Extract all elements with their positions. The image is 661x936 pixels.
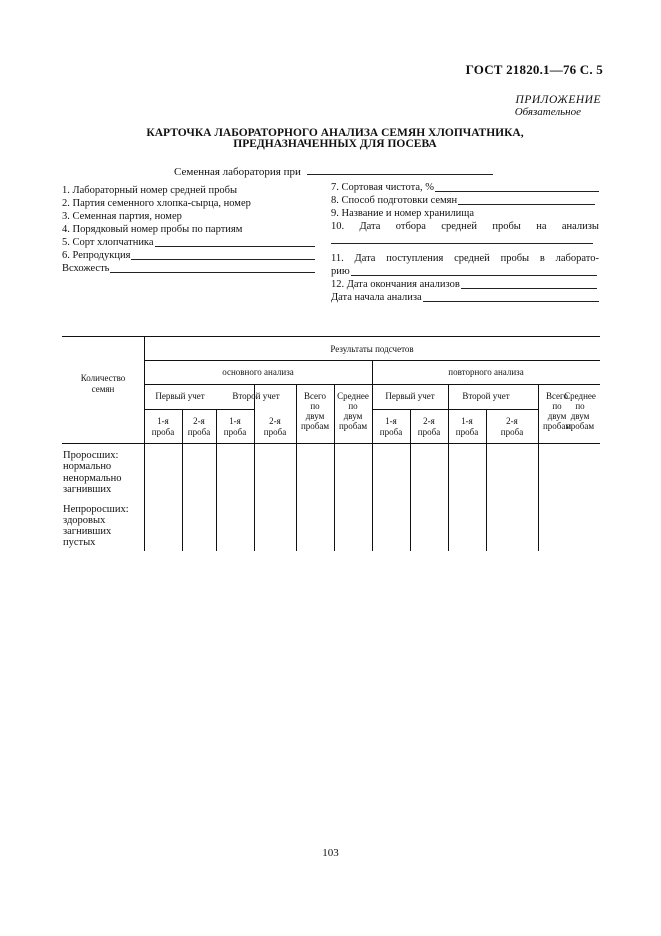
field-1: 1. Лабораторный номер средней пробы xyxy=(62,185,238,196)
field-10-blank xyxy=(331,233,593,246)
svg-text:проба: проба xyxy=(379,427,403,437)
row-abnormal: ненормально xyxy=(63,473,122,484)
table-header-text xyxy=(81,344,596,437)
svg-text:1-я: 1-я xyxy=(229,416,241,426)
svg-text:Среднее: Среднее xyxy=(564,391,596,401)
results-heading: Результаты подсчетов xyxy=(330,344,414,354)
field-germination: Всхожесть xyxy=(62,262,327,275)
document-reference: ГОСТ 21820.1—76 С. 5 xyxy=(465,62,603,77)
row-rotten-2: загнивших xyxy=(63,526,112,537)
repeat-first-count: Первый учет xyxy=(385,391,435,401)
row-sprouted: Проросших: xyxy=(63,450,119,461)
svg-text:пробам: пробам xyxy=(542,421,572,431)
card-title-line-2: ПРЕДНАЗНАЧЕННЫХ ДЛЯ ПОСЕВА xyxy=(233,138,437,150)
repeat-second-count: Второй учет xyxy=(462,391,510,401)
svg-text:1-я: 1-я xyxy=(385,416,397,426)
main-second-count: Второй учет xyxy=(232,391,280,401)
row-normal: нормально xyxy=(63,461,112,472)
svg-text:по: по xyxy=(348,401,358,411)
svg-text:проба: проба xyxy=(417,427,441,437)
svg-text:по: по xyxy=(575,401,585,411)
svg-text:двум: двум xyxy=(547,411,567,421)
row-healthy: здоровых xyxy=(63,515,106,526)
row-labels xyxy=(63,450,129,548)
svg-text:1-я: 1-я xyxy=(157,416,169,426)
svg-text:2-я: 2-я xyxy=(506,416,518,426)
svg-text:Всего: Всего xyxy=(303,391,327,401)
field-2: 2. Партия семенного хлопка-сырца, номер xyxy=(62,198,251,209)
row-rotten: загнивших xyxy=(63,484,112,495)
svg-text:двум: двум xyxy=(570,411,590,421)
main-first-count: Первый учет xyxy=(155,391,205,401)
field-9: 9. Название и номер хранилища xyxy=(331,208,474,219)
main-analysis-heading: основного анализа xyxy=(222,367,294,377)
field-11: 11. Дата поступления средней пробы в лаборато- xyxy=(331,253,599,264)
svg-text:двум: двум xyxy=(305,411,325,421)
field-8: 8. Способ подготовки семян xyxy=(331,194,599,207)
svg-text:проба: проба xyxy=(223,427,247,437)
field-4: 4. Порядковый номер пробы по партиям xyxy=(62,224,243,235)
corner-line-2: семян xyxy=(91,384,115,394)
svg-text:по: по xyxy=(552,401,562,411)
field-7: 7. Сортовая чистота, % xyxy=(331,181,599,194)
svg-text:2-я: 2-я xyxy=(423,416,435,426)
row-not-sprouted: Непроросших: xyxy=(63,504,129,515)
svg-text:проба: проба xyxy=(187,427,211,437)
right-field-list xyxy=(331,181,599,304)
field-10: 10. Дата отбора средней пробы на анализы xyxy=(331,221,599,232)
field-11-cont: рию xyxy=(331,265,599,278)
row-empty: пустых xyxy=(63,537,96,548)
appendix-status: Обязательное xyxy=(514,106,581,118)
svg-text:проба: проба xyxy=(500,427,524,437)
svg-text:по: по xyxy=(310,401,320,411)
svg-text:пробам: пробам xyxy=(565,421,595,431)
appendix-label: ПРИЛОЖЕНИЕ xyxy=(515,94,601,106)
repeat-mean-header xyxy=(564,391,596,431)
svg-text:проба: проба xyxy=(455,427,479,437)
results-table-grid xyxy=(62,336,600,551)
corner-line-1: Количество xyxy=(80,373,126,383)
svg-text:проба: проба xyxy=(263,427,287,437)
sample-headers xyxy=(152,416,523,437)
field-5: 5. Сорт хлопчатника xyxy=(62,236,327,249)
svg-text:двум: двум xyxy=(343,411,363,421)
card-title xyxy=(100,128,570,150)
field-12: 12. Дата окончания анализов xyxy=(331,278,599,291)
main-mean-header xyxy=(337,391,369,431)
svg-text:Всего: Всего xyxy=(545,391,569,401)
field-6: 6. Репродукция xyxy=(62,249,327,262)
svg-text:пробам: пробам xyxy=(338,421,368,431)
lab-field-label: Семенная лаборатория при xyxy=(174,166,301,178)
main-total-header xyxy=(301,391,329,431)
left-field-list xyxy=(62,184,327,275)
svg-text:Среднее: Среднее xyxy=(337,391,369,401)
card-title-line-1: КАРТОЧКА ЛАБОРАТОРНОГО АНАЛИЗА СЕМЯН ХЛОПЧАТНИКА, xyxy=(146,127,524,139)
svg-text:2-я: 2-я xyxy=(269,416,281,426)
svg-text:пробам: пробам xyxy=(300,421,330,431)
field-3: 3. Семенная партия, номер xyxy=(62,211,182,222)
repeat-analysis-heading: повторного анализа xyxy=(448,367,524,377)
lab-field xyxy=(174,165,493,178)
lab-field-blank xyxy=(307,165,493,175)
results-table xyxy=(62,336,600,556)
svg-text:2-я: 2-я xyxy=(193,416,205,426)
svg-text:проба: проба xyxy=(151,427,175,437)
page-number: 103 xyxy=(322,847,339,859)
svg-text:1-я: 1-я xyxy=(461,416,473,426)
field-13: Дата начала анализа xyxy=(331,291,599,304)
